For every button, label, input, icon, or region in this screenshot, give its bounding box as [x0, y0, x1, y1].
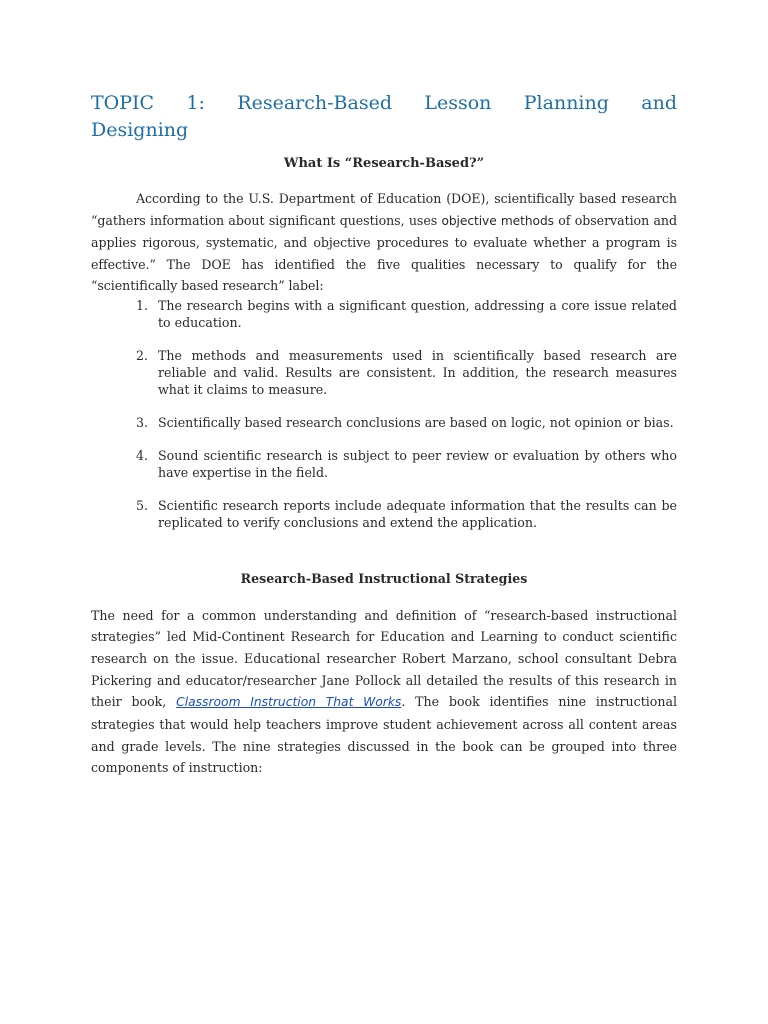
- list-item-number: 1.: [136, 297, 149, 313]
- list-item-text: The research begins with a significant question, addressing a core issue related to education.: [158, 297, 677, 330]
- topic-heading: [91, 90, 677, 144]
- list-item: [136, 447, 677, 481]
- paragraph-text: According to the U.S. Department of Education (DOE), scientifically based research “gathers information about significant questions, uses: [91, 191, 677, 228]
- list-item-number: 3.: [136, 414, 149, 430]
- list-item-text: Scientifically based research conclusions are based on logic, not opinion or bias.: [158, 414, 674, 430]
- topic-heading-line2: Designing: [91, 119, 189, 141]
- topic-heading-line1: TOPIC 1: Research-Based Lesson Planning and: [91, 92, 677, 114]
- list-item: [136, 347, 677, 398]
- paragraph-text: of observation and applies rigorous, systematic, and objective procedures to evaluate whether a program is effective.” The DOE has identified the five qualities necessary to qualify for the “scientifically based research” label:: [91, 212, 677, 293]
- list-item: [136, 414, 677, 431]
- list-item: [136, 497, 677, 531]
- list-item-number: 4.: [136, 447, 149, 463]
- list-item: [136, 297, 677, 331]
- section-title-research-based: What Is “Research-Based?”: [283, 156, 485, 171]
- section-title-instructional-strategies: Research-Based Instructional Strategies: [240, 570, 528, 586]
- list-item-text: Sound scientific research is subject to peer review or evaluation by others who have expertise in the field.: [158, 447, 677, 480]
- list-item-number: 2.: [136, 347, 149, 363]
- qualities-list: [91, 297, 677, 531]
- book-title-link[interactable]: Classroom Instruction That Works: [176, 695, 402, 710]
- objective-methods-term: objective methods: [441, 213, 554, 228]
- list-item-text: The methods and measurements used in scientifically based research are reliable and valid. Results are consistent. In addition, the research measures what it claims to measure.: [158, 347, 677, 397]
- list-item-text: Scientific research reports include adequate information that the results can be replicated to verify conclusions and extend the application.: [158, 497, 677, 530]
- doe-definition-paragraph: [91, 188, 677, 297]
- list-item-number: 5.: [136, 497, 149, 513]
- paragraph-text: . The book identifies nine instructional strategies that would help teachers improve student achievement across all content areas and grade levels. The nine strategies discussed in the book can be grouped into three components of instruction:: [91, 694, 678, 776]
- strategies-paragraph: [91, 605, 677, 780]
- paragraph-text: The need for a common understanding and definition of “research-based instructional strategies” led Mid-Continent Research for Education and Learning to conduct scientific research on the issue. Educational researcher Robert Marzano, school consultant Debra Pickering and educator/researcher Jane Pollock all detailed the results of this research in their book,: [91, 607, 677, 710]
